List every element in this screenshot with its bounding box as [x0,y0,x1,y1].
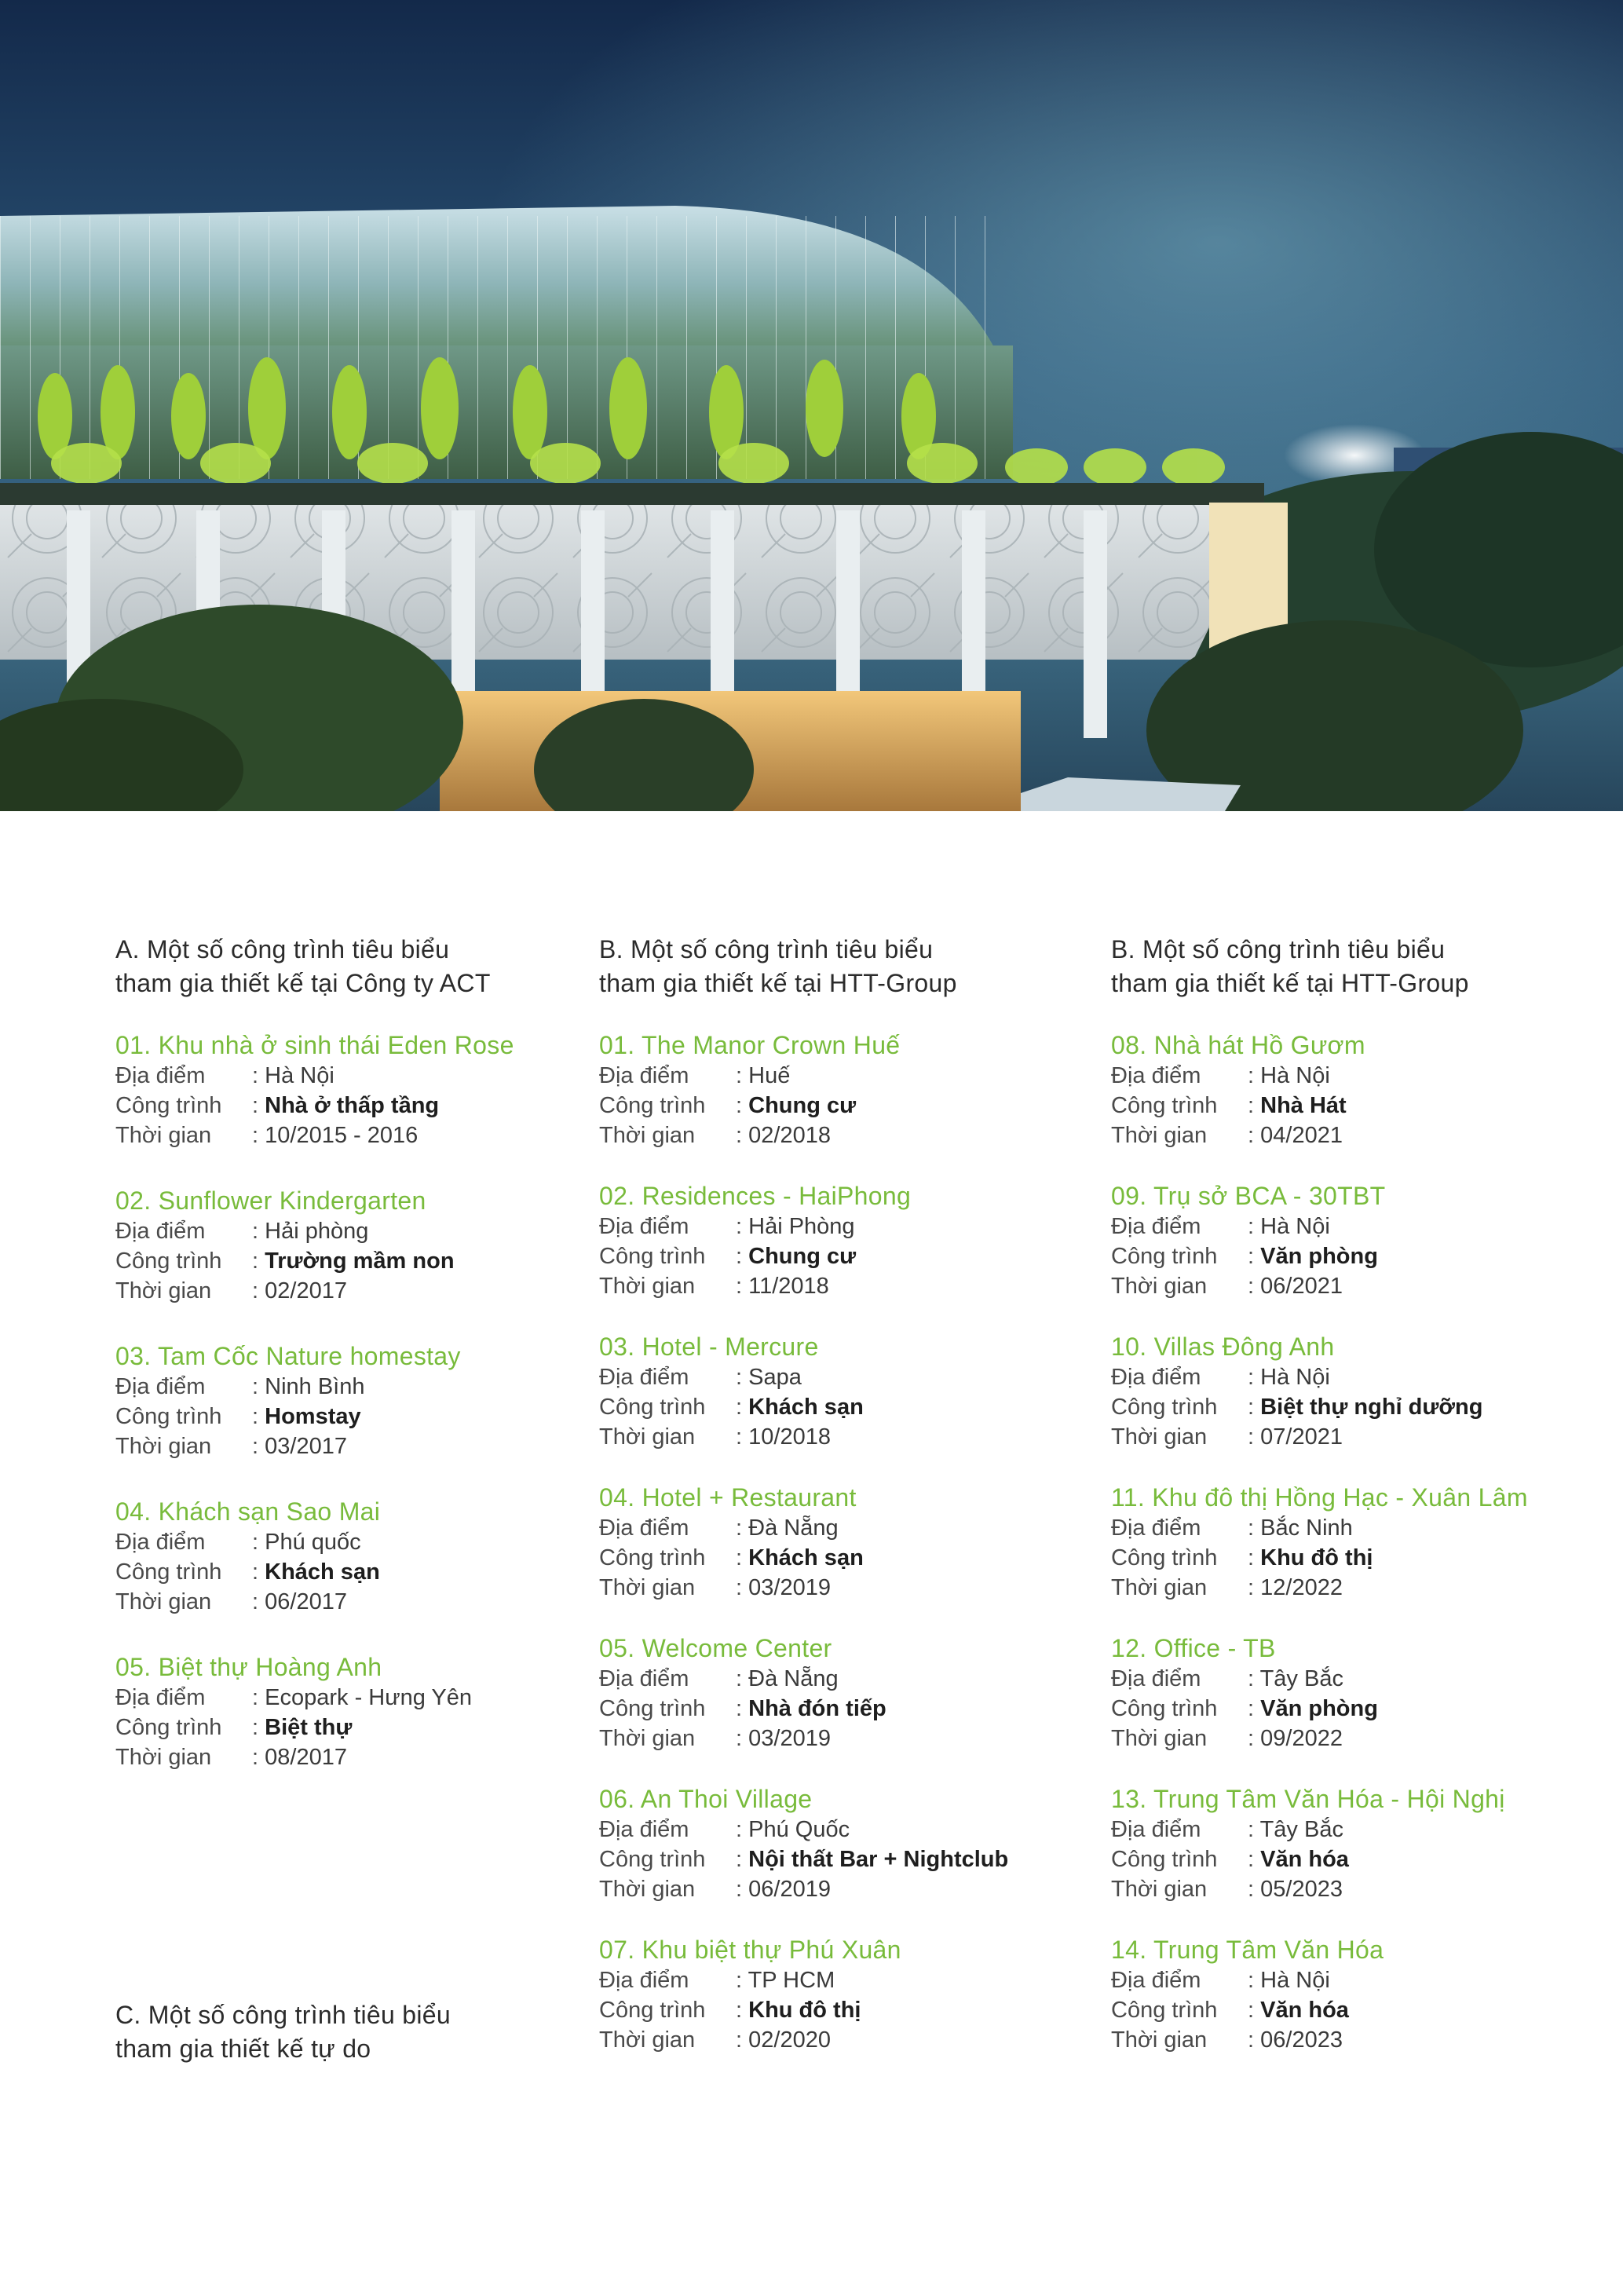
project-time-row [599,1121,1086,1150]
section-a-heading-line-1: A. Một số công trình tiêu biểu [115,935,450,963]
project-entry [599,1180,1086,1301]
project-type-row [599,1844,1086,1874]
separator: : [252,1434,265,1459]
separator: : [252,1093,265,1118]
project-time-label: Thời gian [1111,1726,1208,1751]
separator: : [736,1666,749,1691]
project-location-value: Hà Nội [1260,1214,1330,1239]
project-type-value: Khách sạn [748,1545,864,1570]
project-type-label: Công trình [599,1847,706,1872]
section-b1-project-list [599,1029,1086,2055]
project-time-value: 11/2018 [748,1274,829,1299]
project-time-value: 09/2022 [1260,1726,1343,1751]
separator: : [252,1685,265,1710]
separator: : [736,1817,749,1842]
section-c-heading [115,1998,602,2066]
project-location-value: TP HCM [748,1968,835,1993]
project-location-value: Sapa [748,1365,802,1390]
separator: : [1248,1575,1261,1600]
project-time-value: 02/2017 [265,1278,347,1303]
project-entry [115,1185,602,1306]
project-title: 12. Office - TB [1111,1634,1276,1662]
separator: : [1248,1666,1260,1691]
project-time-row [599,1573,1086,1603]
project-type-label: Công trình [115,1559,222,1585]
project-title: 10. Villas Đông Anh [1111,1333,1335,1361]
project-location-label: Địa điểm [115,1530,206,1555]
project-time-value: 06/2017 [265,1589,347,1614]
separator: : [1248,1817,1260,1842]
project-time-row [599,1271,1086,1301]
separator: : [1248,1365,1261,1390]
project-entry [599,1029,1086,1150]
project-time-row [1111,1573,1598,1603]
project-time-label: Thời gian [599,1877,696,1902]
project-location-row [599,1061,1086,1091]
project-location-label: Địa điểm [115,1219,206,1244]
project-location-row [1111,1212,1598,1241]
project-location-label: Địa điểm [599,1817,689,1842]
project-type-value: Homstay [265,1404,361,1429]
project-type-row [1111,1543,1598,1573]
project-location-value: Bắc Ninh [1260,1515,1353,1541]
project-location-row [599,1362,1086,1392]
project-time-value: 05/2023 [1260,1877,1343,1902]
separator: : [1248,1726,1261,1751]
project-type-value: Nhà đón tiếp [748,1696,886,1721]
project-location-row [115,1061,602,1091]
project-location-value: Đà Nẵng [748,1666,839,1691]
project-type-label: Công trình [115,1404,222,1429]
project-time-value: 02/2020 [748,2027,831,2053]
project-time-row [1111,2025,1598,2055]
project-time-label: Thời gian [599,2027,696,2053]
project-time-value: 03/2019 [748,1726,831,1751]
project-title: 05. Biệt thự Hoàng Anh [115,1653,382,1681]
project-title: 02. Sunflower Kindergarten [115,1186,426,1215]
project-time-label: Thời gian [1111,1877,1208,1902]
separator: : [1248,1545,1261,1570]
section-b1-heading [599,933,1086,1000]
separator: : [736,1244,749,1269]
project-type-value: Khu đô thị [748,1998,861,2023]
project-type-row [1111,1241,1598,1271]
project-entry [115,1651,602,1772]
project-type-label: Công trình [599,1696,706,1721]
project-location-label: Địa điểm [115,1374,206,1399]
project-type-value: Khu đô thị [1260,1545,1373,1570]
project-time-value: 04/2021 [1260,1123,1343,1148]
project-title: 07. Khu biệt thự Phú Xuân [599,1936,901,1964]
project-time-value: 02/2018 [748,1123,831,1148]
project-location-value: Tây Bắc [1259,1666,1343,1691]
project-time-row [599,1874,1086,1904]
section-a-heading-line-2: tham gia thiết kế tại Công ty ACT [115,969,491,997]
section-b2-heading-line-1: B. Một số công trình tiêu biểu [1111,935,1446,963]
project-location-label: Địa điểm [1111,1968,1201,1993]
project-time-value: 10/2015 - 2016 [265,1123,419,1148]
project-type-value: Nhà Hát [1260,1093,1347,1118]
separator: : [252,1715,265,1740]
project-title: 03. Hotel - Mercure [599,1333,819,1361]
section-b1-heading-line-2: tham gia thiết kế tại HTT-Group [599,969,957,997]
separator: : [1248,1998,1261,2023]
project-title: 09. Trụ sở BCA - 30TBT [1111,1182,1386,1210]
separator: : [1248,1424,1261,1450]
project-time-row [1111,1422,1598,1452]
project-time-label: Thời gian [599,1424,696,1450]
separator: : [736,1998,749,2023]
project-location-label: Địa điểm [115,1685,206,1710]
separator: : [252,1123,265,1148]
separator: : [736,1063,749,1088]
project-type-row [599,1392,1086,1422]
project-type-value: Văn phòng [1260,1244,1378,1269]
project-time-value: 08/2017 [265,1745,347,1770]
project-time-row [599,1422,1086,1452]
separator: : [736,1545,749,1570]
project-entry [599,1331,1086,1452]
project-type-label: Công trình [1111,1244,1218,1269]
project-time-value: 06/2021 [1260,1274,1343,1299]
project-entry [1111,1482,1598,1603]
project-type-row [1111,1844,1598,1874]
project-time-label: Thời gian [1111,1274,1208,1299]
separator: : [736,1274,749,1299]
project-location-row [599,1815,1086,1844]
project-type-value: Khách sạn [748,1395,864,1420]
project-location-label: Địa điểm [1111,1365,1201,1390]
project-location-label: Địa điểm [599,1063,689,1088]
separator: : [736,2027,749,2053]
project-location-row [1111,1513,1598,1543]
section-a-heading [115,933,602,1000]
project-location-row [1111,1965,1598,1995]
project-type-value: Khách sạn [265,1559,380,1585]
project-location-row [599,1212,1086,1241]
separator: : [736,1696,749,1721]
project-time-value: 03/2017 [265,1434,347,1459]
project-time-value: 10/2018 [748,1424,831,1450]
separator: : [736,1365,749,1390]
project-title: 04. Hotel + Restaurant [599,1483,857,1512]
project-type-label: Công trình [599,1244,706,1269]
project-type-label: Công trình [599,1093,706,1118]
project-location-value: Hà Nội [265,1063,334,1088]
separator: : [736,1395,749,1420]
project-type-label: Công trình [599,1998,706,2023]
project-time-row [599,1724,1086,1753]
project-time-value: 07/2021 [1260,1424,1343,1450]
project-time-value: 06/2023 [1260,2027,1343,2053]
separator: : [1248,1274,1261,1299]
project-title: 05. Welcome Center [599,1634,832,1662]
project-entry [1111,1934,1598,2055]
separator: : [1248,1093,1261,1118]
project-location-value: Hải Phòng [748,1214,855,1239]
project-entry [599,1482,1086,1603]
project-entry [599,1783,1086,1904]
project-type-row [1111,1392,1598,1422]
project-type-value: Nội thất Bar + Nightclub [748,1847,1009,1872]
section-c-heading-line-1: C. Một số công trình tiêu biểu [115,2001,451,2029]
project-location-value: Hà Nội [1260,1063,1330,1088]
project-type-value: Biệt thự nghỉ dưỡng [1260,1395,1483,1420]
separator: : [252,1219,265,1244]
hero-image [0,0,1623,811]
project-location-row [115,1216,602,1246]
project-location-row [1111,1815,1598,1844]
project-title: 14. Trung Tâm Văn Hóa [1111,1936,1384,1964]
project-type-row [1111,1995,1598,2025]
separator: : [252,1063,265,1088]
project-location-row [599,1513,1086,1543]
project-location-label: Địa điểm [1111,1063,1201,1088]
project-location-value: Hà Nội [1260,1365,1330,1390]
project-location-label: Địa điểm [1111,1515,1201,1541]
project-type-row [115,1557,602,1587]
project-location-row [599,1965,1086,1995]
project-title: 02. Residences - HaiPhong [599,1182,912,1210]
project-type-value: Nhà ở thấp tầng [265,1093,440,1118]
project-time-row [1111,1874,1598,1904]
separator: : [1248,2027,1261,2053]
project-location-row [1111,1362,1598,1392]
project-type-row [115,1402,602,1431]
project-location-label: Địa điểm [599,1214,689,1239]
separator: : [736,1123,749,1148]
project-entry [1111,1180,1598,1301]
separator: : [252,1589,265,1614]
project-time-value: 06/2019 [748,1877,831,1902]
separator: : [1248,1877,1261,1902]
project-type-row [1111,1091,1598,1121]
project-type-value: Chung cư [748,1093,857,1118]
project-type-value: Chung cư [748,1244,857,1269]
project-entry [115,1496,602,1617]
separator: : [736,1515,749,1541]
separator: : [1248,1968,1261,1993]
separator: : [252,1374,265,1399]
separator: : [1248,1214,1261,1239]
project-type-row [115,1091,602,1121]
separator: : [252,1404,265,1429]
project-location-value: Hà Nội [1260,1968,1330,1993]
separator: : [736,1424,749,1450]
separator: : [1248,1696,1261,1721]
separator: : [252,1278,265,1303]
separator: : [736,1093,749,1118]
project-type-value: Biệt thự [265,1715,353,1740]
project-type-value: Trường mầm non [265,1249,455,1274]
project-entry [115,1340,602,1461]
project-location-value: Ninh Bình [265,1374,365,1399]
project-title: 01. Khu nhà ở sinh thái Eden Rose [115,1031,514,1059]
project-time-label: Thời gian [1111,1424,1208,1450]
project-time-row [1111,1121,1598,1150]
separator: : [736,1877,749,1902]
project-type-row [115,1713,602,1742]
project-type-label: Công trình [1111,1093,1218,1118]
section-a [115,933,602,1807]
project-location-label: Địa điểm [1111,1666,1201,1691]
project-type-label: Công trình [1111,1998,1218,2023]
separator: : [736,1847,749,1872]
project-title: 08. Nhà hát Hồ Gươm [1111,1031,1365,1059]
project-time-value: 03/2019 [748,1575,831,1600]
project-entry [115,1029,602,1150]
project-location-value: Phú quốc [265,1530,361,1555]
project-type-label: Công trình [1111,1847,1218,1872]
project-type-row [599,1091,1086,1121]
section-c-heading-line-2: tham gia thiết kế tự do [115,2035,371,2063]
separator: : [252,1559,265,1585]
project-type-label: Công trình [599,1395,706,1420]
project-time-row [115,1276,602,1306]
project-time-row [599,2025,1086,2055]
project-location-label: Địa điểm [599,1666,689,1691]
project-time-label: Thời gian [115,1434,212,1459]
project-type-row [599,1543,1086,1573]
project-location-value: Hải phòng [265,1219,369,1244]
project-location-label: Địa điểm [599,1515,689,1541]
separator: : [1248,1395,1261,1420]
project-location-value: Huế [748,1063,791,1088]
project-time-row [115,1121,602,1150]
separator: : [1248,1847,1261,1872]
project-type-row [115,1246,602,1276]
project-time-label: Thời gian [1111,1575,1208,1600]
project-location-value: Ecopark - Hưng Yên [265,1685,473,1710]
project-time-label: Thời gian [1111,2027,1208,2053]
project-time-label: Thời gian [1111,1123,1208,1148]
project-title: 11. Khu đô thị Hồng Hạc - Xuân Lâm [1111,1483,1528,1512]
section-b1-heading-line-1: B. Một số công trình tiêu biểu [599,935,934,963]
project-time-label: Thời gian [599,1274,696,1299]
project-type-label: Công trình [1111,1696,1218,1721]
project-type-value: Văn hóa [1260,1847,1349,1872]
project-location-value: Phú Quốc [748,1817,850,1842]
project-type-row [599,1995,1086,2025]
section-b2-project-list [1111,1029,1598,2055]
project-type-label: Công trình [115,1249,222,1274]
project-location-value: Tây Bắc [1259,1817,1343,1842]
section-a-project-list [115,1029,602,1772]
project-type-value: Văn phòng [1260,1696,1378,1721]
section-c [115,1998,602,2095]
project-location-label: Địa điểm [115,1063,206,1088]
project-type-label: Công trình [1111,1545,1218,1570]
separator: : [1248,1244,1261,1269]
project-time-label: Thời gian [115,1745,212,1770]
separator: : [252,1530,265,1555]
project-type-label: Công trình [115,1715,222,1740]
section-b2-heading [1111,933,1598,1000]
project-location-label: Địa điểm [1111,1817,1201,1842]
project-type-label: Công trình [599,1545,706,1570]
project-title: 03. Tam Cốc Nature homestay [115,1342,461,1370]
project-location-label: Địa điểm [599,1365,689,1390]
project-location-value: Đà Nẵng [748,1515,839,1541]
project-time-label: Thời gian [115,1278,212,1303]
section-b-part-1 [599,933,1086,2085]
separator: : [736,1214,749,1239]
project-location-label: Địa điểm [599,1968,689,1993]
separator: : [736,1575,749,1600]
project-location-row [115,1372,602,1402]
project-entry [599,1934,1086,2055]
project-type-label: Công trình [1111,1395,1218,1420]
separator: : [1248,1063,1261,1088]
project-location-row [115,1683,602,1713]
separator: : [736,1968,748,1993]
project-time-value: 12/2022 [1260,1575,1343,1600]
project-time-label: Thời gian [599,1575,696,1600]
project-time-label: Thời gian [599,1123,696,1148]
section-b-part-2 [1111,933,1598,2085]
separator: : [1248,1515,1261,1541]
project-location-row [1111,1664,1598,1694]
project-title: 04. Khách sạn Sao Mai [115,1497,381,1526]
project-location-row [1111,1061,1598,1091]
project-time-row [1111,1271,1598,1301]
project-type-row [599,1694,1086,1724]
project-type-label: Công trình [115,1093,222,1118]
project-entry [1111,1783,1598,1904]
separator: : [252,1745,265,1770]
project-location-label: Địa điểm [1111,1214,1201,1239]
separator: : [252,1249,265,1274]
project-type-value: Văn hóa [1260,1998,1349,2023]
project-entry [1111,1632,1598,1753]
separator: : [1248,1123,1261,1148]
project-entry [599,1632,1086,1753]
project-time-row [115,1431,602,1461]
project-title: 06. An Thoi Village [599,1785,813,1813]
project-time-row [1111,1724,1598,1753]
project-location-row [599,1664,1086,1694]
project-time-label: Thời gian [115,1123,212,1148]
section-b2-heading-line-2: tham gia thiết kế tại HTT-Group [1111,969,1469,997]
project-time-label: Thời gian [599,1726,696,1751]
project-title: 01. The Manor Crown Huế [599,1031,901,1059]
project-time-label: Thời gian [115,1589,212,1614]
project-entry [1111,1331,1598,1452]
project-location-row [115,1527,602,1557]
project-time-row [115,1587,602,1617]
project-title: 13. Trung Tâm Văn Hóa - Hội Nghị [1111,1785,1505,1813]
project-entry [1111,1029,1598,1150]
project-time-row [115,1742,602,1772]
project-type-row [599,1241,1086,1271]
project-type-row [1111,1694,1598,1724]
separator: : [736,1726,749,1751]
